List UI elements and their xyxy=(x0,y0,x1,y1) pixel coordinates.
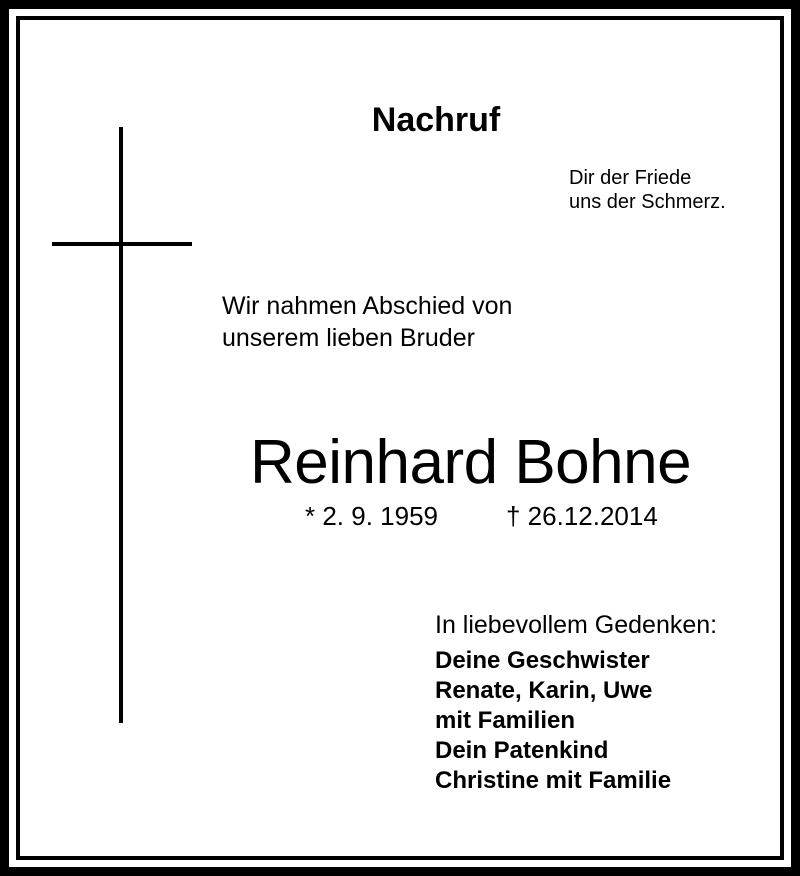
remembrance-line: In liebevollem Gedenken: xyxy=(435,611,718,639)
mourner-line: mit Familien xyxy=(435,707,576,734)
motto-line: Dir der Friede xyxy=(569,167,692,189)
cross-horizontal-bar xyxy=(52,242,192,246)
death-date: † 26.12.2014 xyxy=(506,501,658,531)
mourner-line: Deine Geschwister xyxy=(435,647,650,674)
cross-vertical-bar xyxy=(119,127,123,723)
intro-line: unserem lieben Bruder xyxy=(222,324,475,352)
deceased-name: Reinhard Bohne xyxy=(250,428,692,497)
motto-line: uns der Schmerz. xyxy=(569,191,726,213)
mourner-line: Dein Patenkind xyxy=(435,737,609,764)
mourner-line: Christine mit Familie xyxy=(435,767,672,794)
motto xyxy=(569,166,726,214)
mourner-line: Renate, Karin, Uwe xyxy=(435,677,653,704)
obituary-heading: Nachruf xyxy=(371,101,501,139)
intro-line: Wir nahmen Abschied von xyxy=(222,292,513,320)
birth-date: * 2. 9. 1959 xyxy=(305,501,438,531)
intro-text xyxy=(222,290,512,354)
mourners-list xyxy=(435,646,671,796)
